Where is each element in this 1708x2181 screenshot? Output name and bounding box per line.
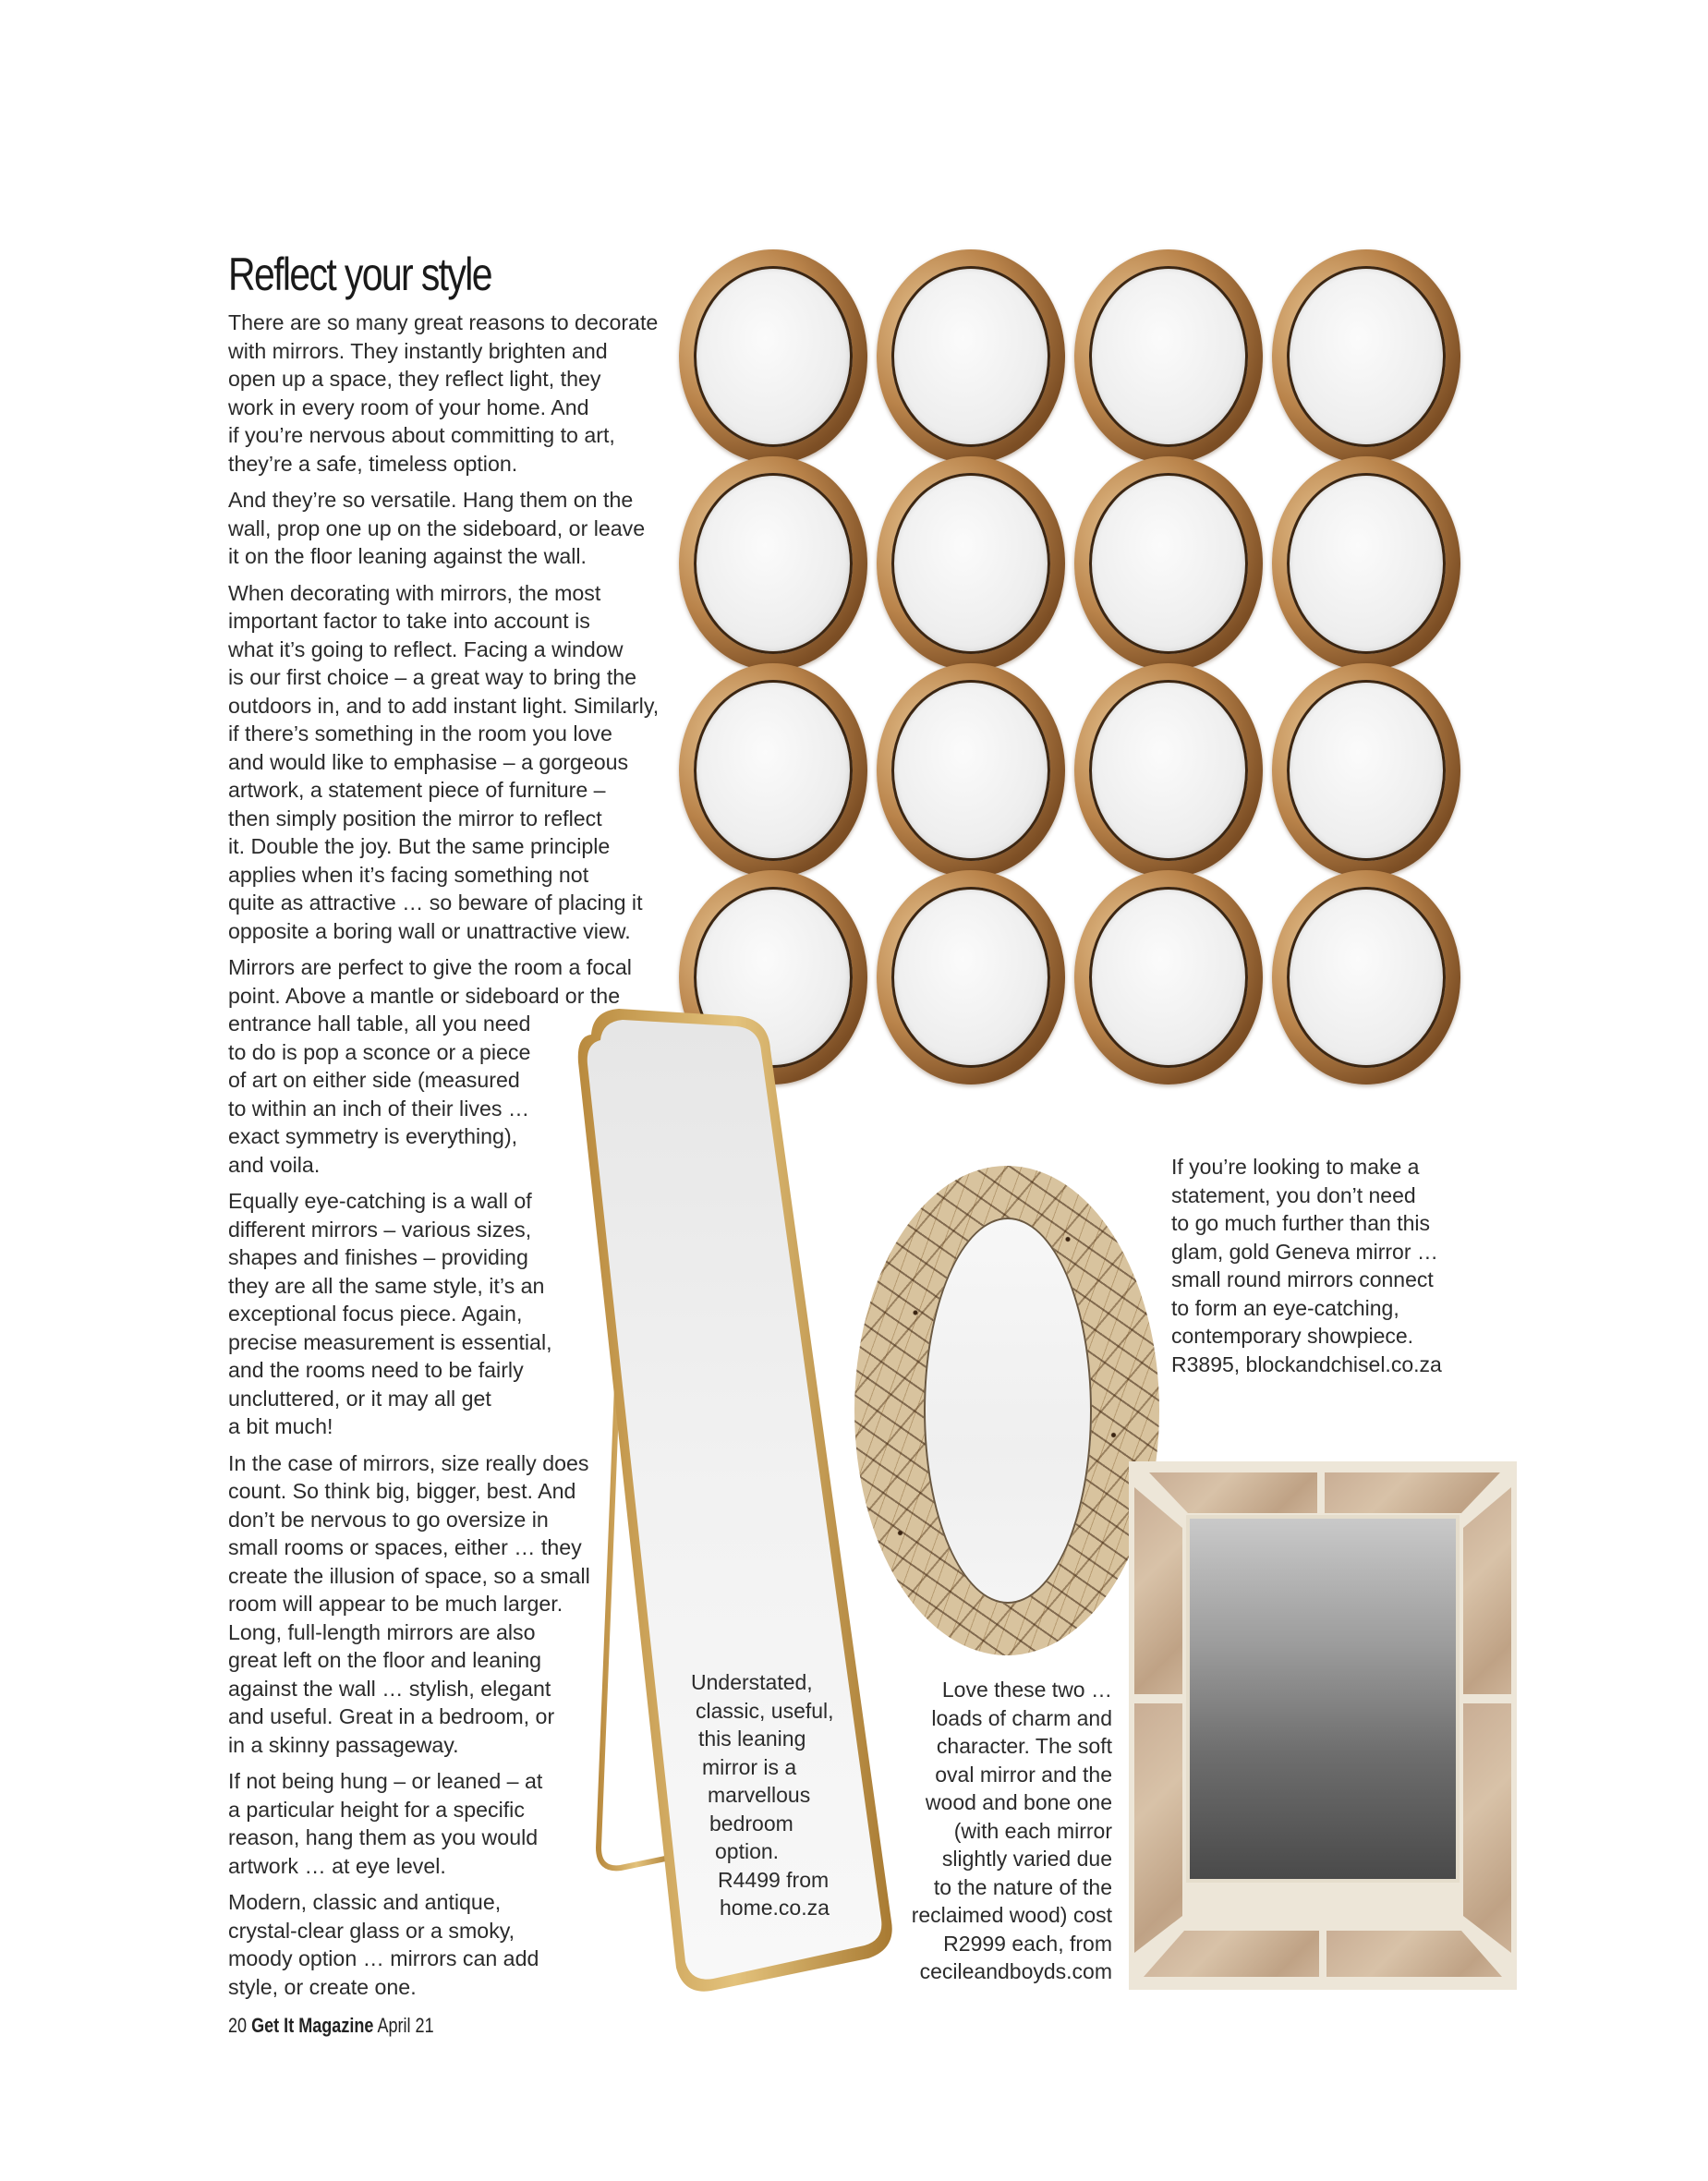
text-line: room will appear to be much larger. xyxy=(228,1592,563,1616)
caption-line: Understated, xyxy=(691,1670,813,1694)
text-line: If not being hung – or leaned – at xyxy=(228,1769,543,1793)
article-paragraph xyxy=(228,1187,690,1441)
text-line: opposite a boring wall or unattractive view. xyxy=(228,918,631,943)
caption-line: to the nature of the xyxy=(933,1874,1112,1899)
text-line: reason, hang them as you would xyxy=(228,1825,539,1849)
caption-line: character. The soft xyxy=(936,1734,1112,1758)
text-line: and useful. Great in a bedroom, or xyxy=(228,1704,555,1728)
text-line: entrance hall table, all you need xyxy=(228,1012,531,1036)
text-line: crystal-clear glass or a smoky, xyxy=(228,1918,515,1943)
round-mirror xyxy=(1272,663,1460,878)
caption-line: to go much further than this xyxy=(1171,1211,1430,1235)
article-paragraph xyxy=(228,953,690,1179)
article-paragraph xyxy=(228,1888,690,2001)
text-line: precise measurement is essential, xyxy=(228,1329,552,1354)
text-line: with mirrors. They instantly brighten and xyxy=(228,338,608,363)
round-mirror xyxy=(1272,870,1460,1084)
text-line: work in every room of your home. And xyxy=(228,394,589,419)
wood-plank xyxy=(1463,1703,1511,1953)
round-mirror xyxy=(1074,456,1263,671)
caption-line: cecileandboyds.com xyxy=(919,1959,1112,1983)
issue-date: April 21 xyxy=(377,2014,434,2037)
text-line: shapes and finishes – providing xyxy=(228,1245,528,1269)
text-line: if you’re nervous about committing to art, xyxy=(228,423,615,447)
round-mirror xyxy=(1074,663,1263,878)
caption-line: R4499 from xyxy=(718,1867,830,1892)
caption-line: statement, you don’t need xyxy=(1171,1182,1416,1207)
text-line: don’t be nervous to go oversize in xyxy=(228,1507,549,1532)
text-line: create the illusion of space, so a small xyxy=(228,1563,590,1588)
text-line: great left on the floor and leaning xyxy=(228,1648,542,1672)
text-line: to do is pop a sconce or a piece xyxy=(228,1039,531,1064)
caption-line: option. xyxy=(715,1839,780,1863)
text-line: is our first choice – a great way to bring the xyxy=(228,665,637,689)
article-body xyxy=(228,309,690,2009)
caption-line: contemporary showpiece. xyxy=(1171,1324,1414,1348)
text-line: they’re a safe, timeless option. xyxy=(228,451,518,476)
text-line: what it’s going to reflect. Facing a window xyxy=(228,636,624,661)
caption-line: classic, useful, xyxy=(696,1698,834,1723)
page-number: 20 xyxy=(228,2014,248,2037)
text-line: Mirrors are perfect to give the room a focal xyxy=(228,955,632,979)
caption-line: glam, gold Geneva mirror … xyxy=(1171,1239,1438,1264)
round-mirror xyxy=(1272,249,1460,464)
text-line: and the rooms need to be fairly xyxy=(228,1358,524,1382)
round-mirror xyxy=(1074,870,1263,1084)
round-mirror xyxy=(679,456,867,671)
caption-line: reclaimed wood) cost xyxy=(911,1903,1112,1927)
caption-line: slightly varied due xyxy=(941,1847,1112,1871)
caption-line: R3895, blockandchisel.co.za xyxy=(1171,1351,1442,1376)
smoky-mirror-glass xyxy=(1190,1519,1456,1879)
text-line: In the case of mirrors, size really does xyxy=(228,1450,589,1475)
oval-mirror-glass xyxy=(924,1218,1092,1604)
caption-line: small round mirrors connect xyxy=(1171,1267,1434,1291)
caption-line: oval mirror and the xyxy=(935,1762,1112,1787)
wood-bone-mirror-image xyxy=(1129,1461,1517,1990)
text-line: it on the floor leaning against the wall. xyxy=(228,544,587,568)
text-line: exact symmetry is everything), xyxy=(228,1124,518,1148)
text-line: of art on either side (measured xyxy=(228,1068,520,1092)
caption-geneva-mirror xyxy=(1171,1153,1442,1378)
caption-line: to form an eye-catching, xyxy=(1171,1295,1399,1320)
wood-plank xyxy=(1134,1703,1182,1953)
caption-oval-and-wood-mirrors xyxy=(887,1676,1112,1986)
wood-plank xyxy=(1134,1487,1182,1694)
caption-line: mirror is a xyxy=(702,1754,797,1779)
wood-plank xyxy=(1326,1931,1502,1977)
text-line: When decorating with mirrors, the most xyxy=(228,580,601,605)
text-line: and voila. xyxy=(228,1152,321,1177)
text-line: different mirrors – various sizes, xyxy=(228,1217,532,1242)
article-paragraph xyxy=(228,579,690,946)
caption-line: R2999 each, from xyxy=(943,1931,1112,1956)
text-line: uncluttered, or it may all get xyxy=(228,1386,491,1411)
text-line: a particular height for a specific xyxy=(228,1797,525,1822)
text-line: small rooms or spaces, either … they xyxy=(228,1535,582,1559)
article-paragraph xyxy=(228,309,690,478)
text-line: important factor to take into account is xyxy=(228,609,590,633)
text-line: in a skinny passageway. xyxy=(228,1732,459,1757)
caption-leaning-mirror xyxy=(691,1668,834,1922)
wood-plank xyxy=(1463,1487,1511,1694)
text-line: if there’s something in the room you love xyxy=(228,721,612,745)
text-line: they are all the same style, it’s an xyxy=(228,1273,545,1298)
round-mirror xyxy=(877,249,1065,464)
text-line: it. Double the joy. But the same principle xyxy=(228,834,611,858)
caption-line: this leaning xyxy=(698,1727,806,1751)
text-line: wall, prop one up on the sideboard, or leave xyxy=(228,515,646,540)
text-line: against the wall … stylish, elegant xyxy=(228,1676,551,1701)
round-mirror xyxy=(877,663,1065,878)
text-line: There are so many great reasons to decorate xyxy=(228,310,659,334)
caption-line: home.co.za xyxy=(720,1896,830,1920)
text-line: and would like to emphasise – a gorgeous xyxy=(228,749,629,774)
text-line: style, or create one. xyxy=(228,1974,417,1999)
text-line: a bit much! xyxy=(228,1414,333,1438)
text-line: open up a space, they reflect light, they xyxy=(228,367,601,391)
caption-line: bedroom xyxy=(709,1811,793,1836)
caption-line: Love these two … xyxy=(941,1678,1112,1702)
wood-plank xyxy=(1325,1472,1500,1513)
round-mirror xyxy=(679,249,867,464)
article-paragraph xyxy=(228,486,690,571)
article-paragraph xyxy=(228,1767,690,1880)
text-line: to within an inch of their lives … xyxy=(228,1096,530,1121)
caption-line: wood and bone one xyxy=(925,1790,1112,1814)
text-line: artwork, a statement piece of furniture – xyxy=(228,778,606,802)
text-line: moody option … mirrors can add xyxy=(228,1946,539,1970)
geneva-mirror-image xyxy=(679,249,1492,1081)
round-mirror xyxy=(1272,456,1460,671)
text-line: Modern, classic and antique, xyxy=(228,1890,502,1914)
page-footer xyxy=(228,2014,434,2038)
round-mirror xyxy=(1074,249,1263,464)
round-mirror xyxy=(679,663,867,878)
text-line: outdoors in, and to add instant light. Similarly, xyxy=(228,693,660,718)
text-line: count. So think big, bigger, best. And xyxy=(228,1479,576,1503)
text-line: point. Above a mantle or sideboard or the xyxy=(228,983,621,1008)
text-line: And they’re so versatile. Hang them on the xyxy=(228,488,634,512)
caption-line: marvellous xyxy=(708,1783,811,1807)
text-line: applies when it’s facing something not xyxy=(228,862,589,887)
text-line: exceptional focus piece. Again, xyxy=(228,1302,523,1326)
text-line: artwork … at eye level. xyxy=(228,1853,446,1878)
article-title: Reflect your style xyxy=(228,248,491,300)
magazine-name: Get It Magazine xyxy=(251,2014,374,2037)
round-mirror xyxy=(877,456,1065,671)
text-line: Long, full-length mirrors are also xyxy=(228,1619,536,1644)
text-line: Equally eye-catching is a wall of xyxy=(228,1189,532,1213)
wood-plank xyxy=(1149,1472,1317,1513)
text-line: quite as attractive … so beware of placing it xyxy=(228,891,643,915)
text-line: then simply position the mirror to reflect xyxy=(228,806,602,830)
wood-plank xyxy=(1144,1931,1319,1977)
caption-line: If you’re looking to make a xyxy=(1171,1155,1420,1179)
article-paragraph xyxy=(228,1449,690,1760)
caption-line: loads of charm and xyxy=(931,1705,1112,1730)
caption-line: (with each mirror xyxy=(953,1818,1112,1843)
